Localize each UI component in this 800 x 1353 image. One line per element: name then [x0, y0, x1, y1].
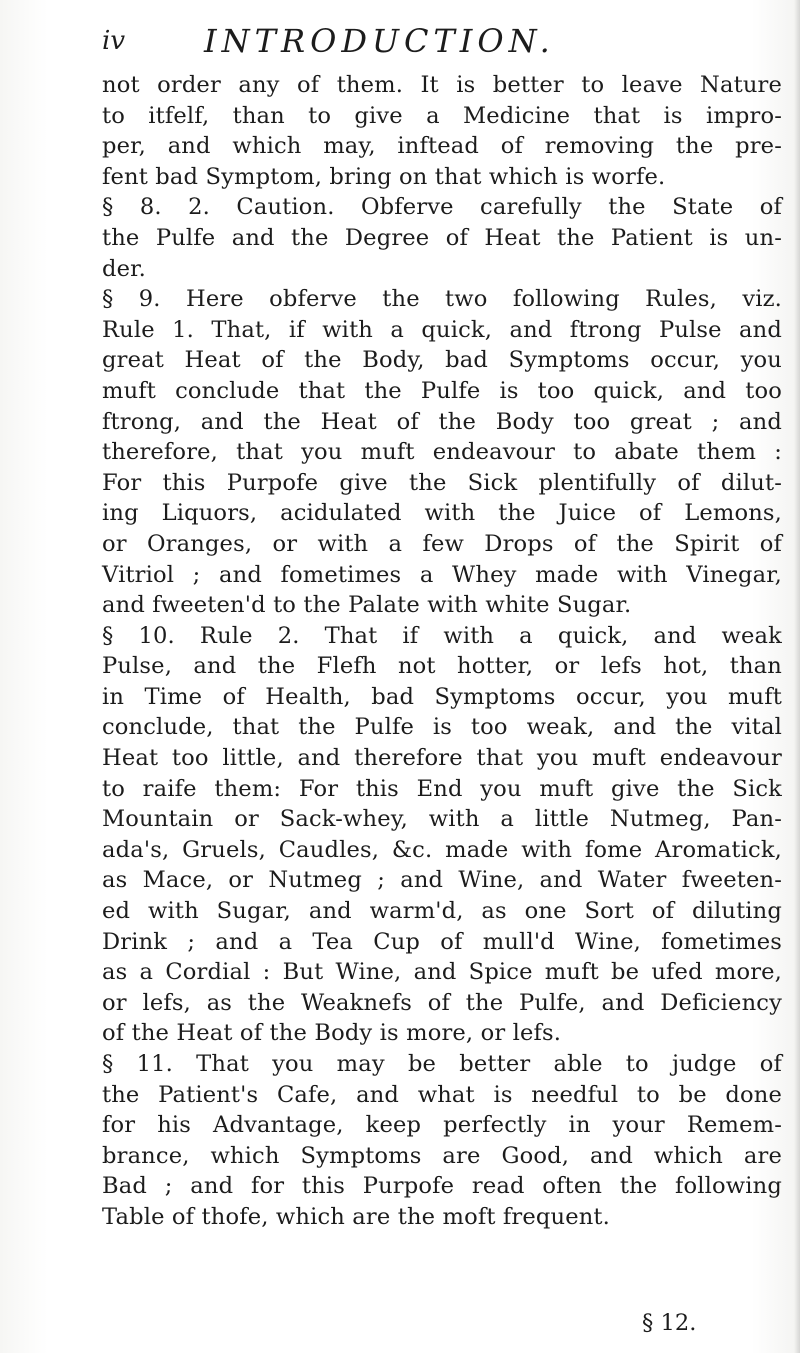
text-line: the Patient's Cafe, and what is needful to be done — [102, 1081, 782, 1108]
text-line: conclude, that the Pulfe is too weak, and the vital — [102, 714, 782, 741]
text-line: or Oranges, or with a few Drops of the Spirit of — [102, 530, 782, 557]
text-line: der. — [102, 255, 146, 282]
text-line: or lefs, as the Weaknefs of the Pulfe, and Deficiency — [102, 989, 782, 1016]
page-edge-shadow — [794, 0, 800, 1353]
text-line: § 9. Here obferve the two following Rules, viz. — [102, 286, 782, 313]
text-line: For this Purpofe give the Sick plentifully of dilut- — [102, 469, 782, 496]
text-line: for his Advantage, keep perfectly in your Remem- — [102, 1112, 782, 1139]
text-line: Bad ; and for this Purpofe read often the following — [102, 1173, 782, 1200]
text-line: muft conclude that the Pulfe is too quick, and too — [102, 377, 782, 404]
text-line: § 11. That you may be better able to judge of — [102, 1051, 782, 1077]
text-line: Mountain or Sack-whey, with a little Nutmeg, Pan- — [102, 806, 782, 833]
text-line: ada's, Gruels, Caudles, &c. made with fome Aromatick, — [102, 836, 782, 863]
text-line: and fweeten'd to the Palate with white Sugar. — [102, 592, 632, 619]
text-line: of the Heat of the Body is more, or lefs. — [102, 1020, 562, 1047]
text-line: Table of thofe, which are the moft frequent. — [102, 1203, 610, 1230]
text-line: fent bad Symptom, bring on that which is worfe. — [102, 163, 666, 190]
text-line: ed with Sugar, and warm'd, as one Sort of diluting — [102, 898, 782, 925]
text-line: Pulse, and the Flefh not hotter, or lefs hot, than — [102, 653, 782, 680]
text-line: Drink ; and a Tea Cup of mull'd Wine, fometimes — [102, 928, 782, 955]
text-line: to raife them: For this End you muft give the Sick — [102, 775, 782, 802]
page-header — [102, 20, 782, 64]
text-line: per, and which may, inftead of removing the pre- — [102, 133, 782, 160]
text-line: as Mace, or Nutmeg ; and Wine, and Water fweeten- — [102, 867, 782, 894]
text-line: ing Liquors, acidulated with the Juice of Lemons, — [102, 500, 782, 527]
text-line: to itfelf, than to give a Medicine that is impro- — [102, 102, 782, 129]
text-line: not order any of them. It is better to leave Nature — [102, 72, 782, 98]
text-line: Rule 1. That, if with a quick, and ftrong Pulse and — [102, 316, 782, 343]
text-line: great Heat of the Body, bad Symptoms occur, you — [102, 347, 782, 374]
page-number: iv — [102, 26, 126, 56]
text-line: therefore, that you muft endeavour to abate them : — [102, 439, 782, 466]
text-line: ftrong, and the Heat of the Body too great ; and — [102, 408, 782, 435]
text-line: brance, which Symptoms are Good, and which are — [102, 1142, 782, 1169]
text-line: as a Cordial : But Wine, and Spice muft be ufed more, — [102, 959, 782, 986]
body-text — [102, 70, 782, 1233]
catchword: § 12. — [642, 1310, 697, 1336]
text-line: Vitriol ; and fometimes a Whey made with Vinegar, — [102, 561, 782, 588]
text-line: in Time of Health, bad Symptoms occur, you muft — [102, 683, 782, 710]
text-line: § 8. 2. Caution. Obferve carefully the State of — [102, 194, 782, 221]
text-line: the Pulfe and the Degree of Heat the Patient is un- — [102, 224, 782, 251]
running-head: INTRODUCTION. — [204, 22, 555, 60]
text-line: § 10. Rule 2. That if with a quick, and weak — [102, 622, 782, 649]
text-line: Heat too little, and therefore that you muft endeavour — [102, 745, 782, 772]
